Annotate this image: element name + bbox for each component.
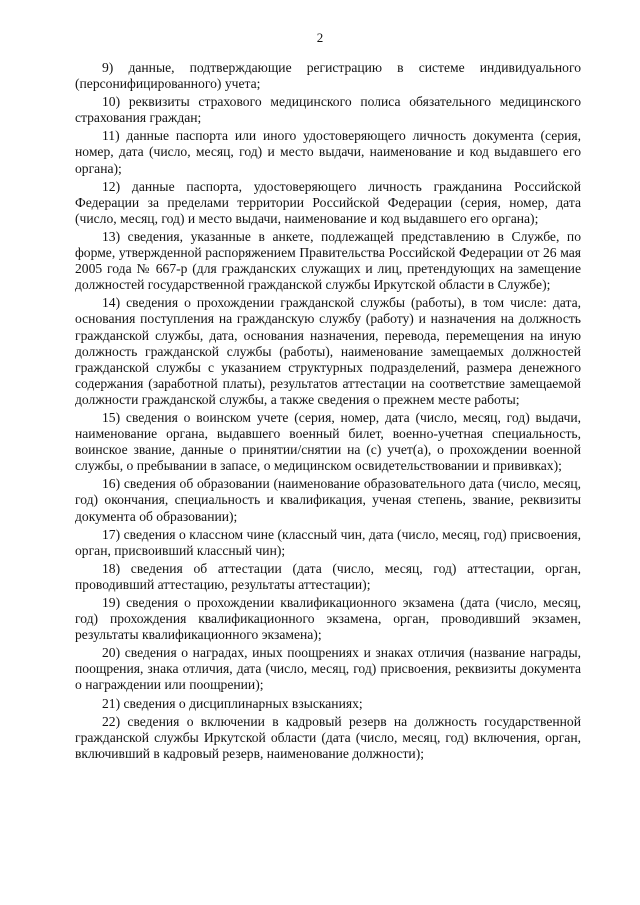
paragraph-item-19: 19) сведения о прохождении квалификационного экзамена (дата (число, месяц, год) прохождения квалификационного экзамена, орган, проводивший экзамен, результаты квалификационного экзамена);: [75, 595, 581, 643]
paragraph-item-20: 20) сведения о наградах, иных поощрениях и знаках отличия (название награды, поощрения, знака отличия, дата (число, месяц, год) присвоения, реквизиты документа о награждении или поощрении);: [75, 645, 581, 693]
paragraph-item-14: 14) сведения о прохождении гражданской службы (работы), в том числе: дата, основания поступления на гражданскую службу (работу) и назначения на должность гражданской службы, дата, основания назначения, перевода, перемещения на иную должность гражданской службы (работы), наименование замещаемых должностей гражданской службы с указанием структурных подразделений, размера денежного содержания (заработной платы), результатов аттестации на соответствие замещаемой должности гражданской службы, а также сведения о прежнем месте работы;: [75, 295, 581, 407]
paragraph-item-9: 9) данные, подтверждающие регистрацию в системе индивидуального (персонифицированного) учета;: [75, 60, 581, 92]
paragraph-item-18: 18) сведения об аттестации (дата (число, месяц, год) аттестации, орган, проводивший аттестацию, результаты аттестации);: [75, 560, 581, 592]
paragraph-item-15: 15) сведения о воинском учете (серия, номер, дата (число, месяц, год) выдачи, наименование органа, выдавшего военный билет, военно-учетная специальность, воинское звание, данные о принятии/снятии на (с) учет(а), о прохождении военной службы, о пребывании в запасе, о медицинском освидетельствовании и прививках);: [75, 409, 581, 474]
paragraph-item-13: 13) сведения, указанные в анкете, подлежащей представлению в Службе, по форме, утвержденной распоряжением Правительства Российской Федерации от 26 мая 2005 года № 667-р (для гражданских служащих и лиц, претендующих на замещение должностей государственной гражданской службы Иркутской области в Службе);: [75, 228, 581, 293]
page-number: 2: [316, 30, 324, 45]
paragraph-item-22: 22) сведения о включении в кадровый резерв на должность государственной гражданской службы Иркутской области (дата (число, месяц, год) включения, орган, включивший в кадровый резерв, наименование должности);: [75, 713, 581, 761]
paragraph-item-17: 17) сведения о классном чине (классный чин, дата (число, месяц, год) присвоения, орган, присвоивший классный чин);: [75, 526, 581, 558]
paragraph-item-21: 21) сведения о дисциплинарных взысканиях;: [102, 695, 363, 711]
paragraph-item-10: 10) реквизиты страхового медицинского полиса обязательного медицинского страхования граждан;: [75, 94, 581, 126]
paragraph-item-11: 11) данные паспорта или иного удостоверяющего личность документа (серия, номер, дата (число, месяц, год) и место выдачи, наименование и код выдавшего его органа);: [75, 128, 581, 176]
paragraph-item-16: 16) сведения об образовании (наименование образовательного дата (число, месяц, год) окончания, специальность и квалификация, ученая степень, звание, реквизиты документа об образовании);: [75, 476, 581, 524]
document-body: [75, 60, 581, 764]
paragraph-item-12: 12) данные паспорта, удостоверяющего личность гражданина Российской Федерации за пределами территории Российской Федерации (серия, номер, дата (число, месяц, год) и место выдачи, наименование и код выдавшего его органа);: [75, 178, 581, 226]
